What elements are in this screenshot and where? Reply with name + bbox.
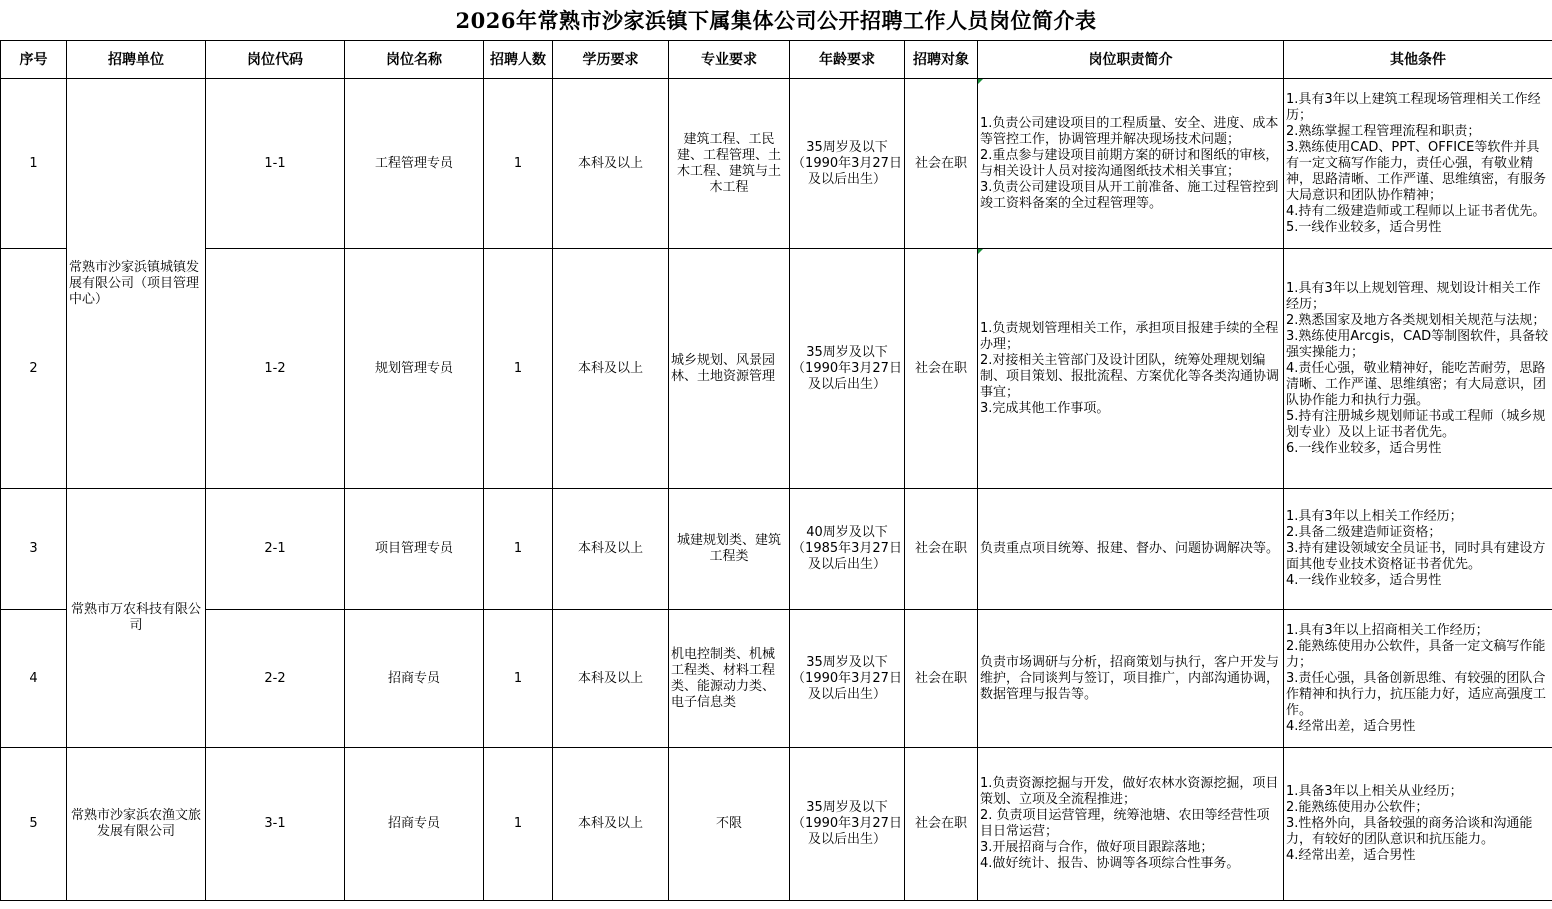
cell-seq: 2 [1,249,67,489]
header-education: 学历要求 [553,41,669,79]
cell-unit: 常熟市沙家浜镇城镇发展有限公司（项目管理中心） [67,79,206,489]
cell-major: 建筑工程、工民建、工程管理、土木工程、建筑与土木工程 [669,79,790,249]
cell-other: 1.具有3年以上招商相关工作经历； 2.能熟练使用办公软件，具备一定文稿写作能力； 3.责任心强，具备创新思维、有较强的团队合作精神和执行力，抗压能力好，适应高强度工作。 4.经常出差，适合男性 [1284,610,1552,748]
header-age: 年龄要求 [790,41,905,79]
table-row [1,79,1552,249]
cell-name: 规划管理专员 [345,249,484,489]
cell-code: 2-2 [206,610,345,748]
table-row [1,610,1552,748]
header-count: 招聘人数 [484,41,553,79]
cell-target: 社会在职 [905,748,978,901]
cell-other: 1.具有3年以上建筑工程现场管理相关工作经历； 2.熟练掌握工程管理流程和职责； 3.熟练使用CAD、PPT、OFFICE等软件并具有一定文稿写作能力，责任心强，有敬业精神，思路清晰、工作严谨、思维缜密，有服务大局意识和团队协作精神； 4.持有二级建造师或工程师以上证书者优先。 5.一线作业较多，适合男性 [1284,79,1552,249]
cell-target: 社会在职 [905,610,978,748]
table-row [1,489,1552,610]
cell-major: 不限 [669,748,790,901]
table-row [1,748,1552,901]
cell-major: 城乡规划、风景园林、土地资源管理 [669,249,790,489]
cell-other: 1.具备3年以上相关从业经历； 2.能熟练使用办公软件； 3.性格外向，具备较强的商务洽谈和沟通能力，有较好的团队意识和抗压能力。 4.经常出差，适合男性 [1284,748,1552,901]
cell-major: 城建规划类、建筑工程类 [669,489,790,610]
cell-major: 机电控制类、机械工程类、材料工程类、能源动力类、电子信息类 [669,610,790,748]
header-major: 专业要求 [669,41,790,79]
header-unit: 招聘单位 [67,41,206,79]
header-seq: 序号 [1,41,67,79]
cell-count: 1 [484,249,553,489]
cell-name: 项目管理专员 [345,489,484,610]
cell-name: 招商专员 [345,610,484,748]
page-title: 2026年常熟市沙家浜镇下属集体公司公开招聘工作人员岗位简介表 [455,8,1097,33]
cell-seq: 3 [1,489,67,610]
cell-unit: 常熟市沙家浜农渔文旅发展有限公司 [67,748,206,901]
cell-name: 工程管理专员 [345,79,484,249]
cell-education: 本科及以上 [553,610,669,748]
cell-age: 40周岁及以下 （1985年3月27日及以后出生） [790,489,905,610]
cell-duties: 负责市场调研与分析，招商策划与执行，客户开发与维护，合同谈判与签订，项目推广，内部沟通协调，数据管理与报告等。 [978,610,1284,748]
cell-duties: 负责重点项目统筹、报建、督办、问题协调解决等。 [978,489,1284,610]
cell-education: 本科及以上 [553,489,669,610]
cell-count: 1 [484,610,553,748]
cell-unit: 常熟市万农科技有限公司 [67,489,206,748]
header-duties: 岗位职责简介 [978,41,1284,79]
cell-education: 本科及以上 [553,748,669,901]
cell-target: 社会在职 [905,489,978,610]
cell-duties: 1.负责规划管理相关工作，承担项目报建手续的全程办理； 2.对接相关主管部门及设计团队，统筹处理规划编制、项目策划、报批流程、方案优化等各类沟通协调事宜； 3.完成其他工作事项。 [978,249,1284,489]
header-code: 岗位代码 [206,41,345,79]
cell-count: 1 [484,489,553,610]
header-row [1,41,1552,79]
cell-code: 2-1 [206,489,345,610]
cell-duties: 1.负责资源挖掘与开发，做好农林水资源挖掘，项目策划、立项及全流程推进； 2. 负责项目运营管理，统筹池塘、农田等经营性项目日常运营； 3.开展招商与合作，做好项目跟踪落地； 4.做好统计、报告、协调等各项综合性事务。 [978,748,1284,901]
header-name: 岗位名称 [345,41,484,79]
cell-seq: 1 [1,79,67,249]
header-other: 其他条件 [1284,41,1552,79]
cell-code: 3-1 [206,748,345,901]
cell-seq: 4 [1,610,67,748]
cell-target: 社会在职 [905,249,978,489]
cell-code: 1-1 [206,79,345,249]
cell-name: 招商专员 [345,748,484,901]
cell-duties: 1.负责公司建设项目的工程质量、安全、进度、成本等管控工作，协调管理并解决现场技术问题； 2.重点参与建设项目前期方案的研讨和图纸的审核，与相关设计人员对接沟通图纸技术相关事宜； 3.负责公司建设项目从开工前准备、施工过程管控到竣工资料备案的全过程管理等。 [978,79,1284,249]
cell-code: 1-2 [206,249,345,489]
table-row [1,249,1552,489]
recruitment-table [0,40,1552,901]
cell-other: 1.具有3年以上规划管理、规划设计相关工作经历； 2.熟悉国家及地方各类规划相关规范与法规； 3.熟练使用Arcgis，CAD等制图软件，具备较强实操能力； 4.责任心强，敬业精神好，能吃苦耐劳，思路清晰、工作严谨、思维缜密；有大局意识，团队协作能力和执行力强。 5.持有注册城乡规划师证书或工程师（城乡规划专业）及以上证书者优先。 6.一线作业较多，适合男性 [1284,249,1552,489]
cell-education: 本科及以上 [553,249,669,489]
cell-age: 35周岁及以下 （1990年3月27日及以后出生） [790,748,905,901]
cell-target: 社会在职 [905,79,978,249]
cell-age: 35周岁及以下 （1990年3月27日及以后出生） [790,249,905,489]
cell-education: 本科及以上 [553,79,669,249]
cell-other: 1.具有3年以上相关工作经历； 2.具备二级建造师证资格； 3.持有建设领域安全员证书，同时具有建设方面其他专业技术资格证书者优先。 4.一线作业较多，适合男性 [1284,489,1552,610]
cell-age: 35周岁及以下 （1990年3月27日及以后出生） [790,79,905,249]
cell-count: 1 [484,748,553,901]
cell-age: 35周岁及以下 （1990年3月27日及以后出生） [790,610,905,748]
cell-count: 1 [484,79,553,249]
header-target: 招聘对象 [905,41,978,79]
cell-seq: 5 [1,748,67,901]
